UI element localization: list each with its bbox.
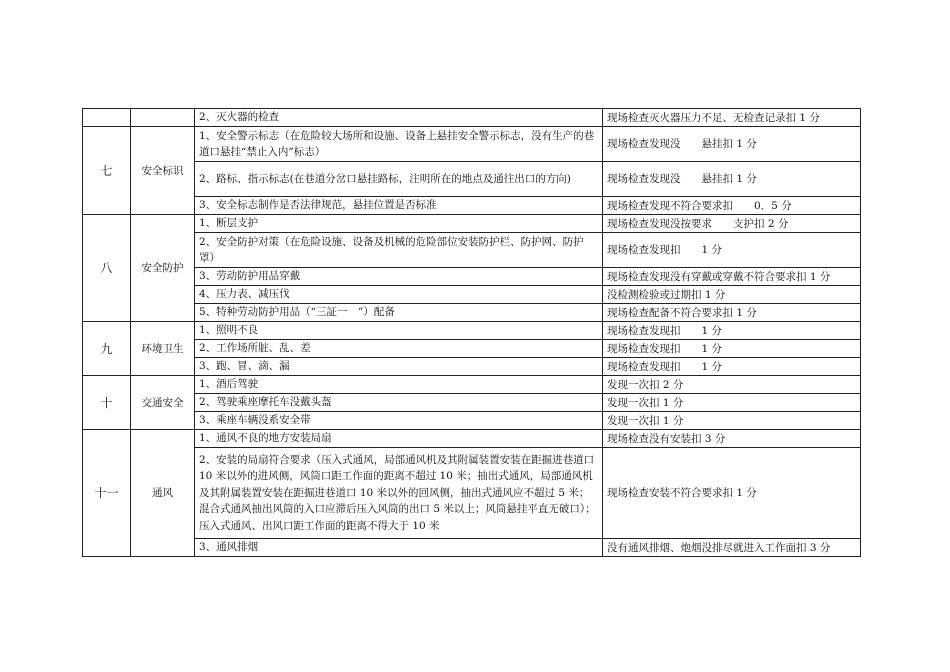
section-category: 安全标识	[131, 127, 195, 215]
deduction-rule: 现场检查发现扣 1 分	[603, 340, 861, 358]
deduction-rule: 没有通风排烟、炮烟没排尽就进入工作面扣 3 分	[603, 539, 861, 557]
table-row	[83, 127, 861, 162]
table-row	[83, 412, 861, 430]
deduction-rule: 现场检查发现扣 1 分	[603, 233, 861, 268]
deduction-rule: 现场检查发现不符合要求扣 0．5 分	[603, 197, 861, 215]
section-category: 安全防护	[131, 215, 195, 322]
section-category	[131, 109, 195, 127]
inspection-table	[82, 108, 861, 557]
check-item: 3、安全标志制作是否法律规范，悬挂位置是否标准	[195, 197, 603, 215]
section-category: 交通安全	[131, 376, 195, 430]
check-item: 1、断层支护	[195, 215, 603, 233]
check-item: 2、安装的局扇符合要求（压入式通风，局部通风机及其附属装置安装在距掘进巷道口 10 米以外的进风侧，风筒口距工作面的距离不超过 10 米；抽出式通风，局部通风机及其附属装置安装在距掘进巷道口 10 米以外的回风侧，抽出式通风应不超过 5 米；混合式通风抽出风筒的入口应滞后压入风筒的出口 5 米以上；风筒悬挂平直无破口）；压入式通风、出风口距工作面的距离不得大于 10 米	[195, 448, 603, 539]
deduction-rule: 现场检查发现没按要求 支护扣 2 分	[603, 215, 861, 233]
deduction-rule: 现场检查发现没 悬挂扣 1 分	[603, 127, 861, 162]
table-row	[83, 197, 861, 215]
check-item: 2、灭火器的检查	[195, 109, 603, 127]
table-row	[83, 394, 861, 412]
table-row	[83, 215, 861, 233]
check-item: 2、路标、指示标志(在巷道分岔口悬挂路标，注明所在的地点及通往出口的方向)	[195, 162, 603, 197]
table-row	[83, 268, 861, 286]
table-row	[83, 430, 861, 448]
section-number: 九	[83, 322, 131, 376]
check-item: 2、工作场所脏、乱、差	[195, 340, 603, 358]
table-row	[83, 358, 861, 376]
check-item: 1、通风不良的地方安装局扇	[195, 430, 603, 448]
table-row	[83, 340, 861, 358]
table-row	[83, 162, 861, 197]
table-row	[83, 376, 861, 394]
section-number: 十一	[83, 430, 131, 557]
check-item: 2、驾驶乘座摩托车没戴头盔	[195, 394, 603, 412]
section-number: 十	[83, 376, 131, 430]
check-item: 1、安全警示标志（在危险较大场所和设施、设备上悬挂安全警示标志，没有生产的巷道口悬挂“禁止入内”标志）	[195, 127, 603, 162]
section-category: 通风	[131, 430, 195, 557]
check-item: 3、乘座车辆没系安全带	[195, 412, 603, 430]
deduction-rule: 现场检查配备不符合要求扣 1 分	[603, 304, 861, 322]
deduction-rule: 发现一次扣 2 分	[603, 376, 861, 394]
table-row	[83, 109, 861, 127]
section-number: 八	[83, 215, 131, 322]
deduction-rule: 现场检查发现扣 1 分	[603, 358, 861, 376]
check-item: 3、通风排烟	[195, 539, 603, 557]
table-row	[83, 322, 861, 340]
check-item: 3、劳动防护用品穿戴	[195, 268, 603, 286]
deduction-rule: 现场检查安装不符合要求扣 1 分	[603, 448, 861, 539]
check-item: 3、跑、冒、滴、漏	[195, 358, 603, 376]
deduction-rule: 发现一次扣 1 分	[603, 394, 861, 412]
table-row	[83, 233, 861, 268]
table-row	[83, 304, 861, 322]
table-row	[83, 539, 861, 557]
section-number	[83, 109, 131, 127]
check-item: 5、特种劳动防护用品（“三証一 ”）配备	[195, 304, 603, 322]
section-category: 环境卫生	[131, 322, 195, 376]
deduction-rule: 发现一次扣 1 分	[603, 412, 861, 430]
deduction-rule: 现场检查灭火器压力不足、无检查记录扣 1 分	[603, 109, 861, 127]
check-item: 1、酒后驾驶	[195, 376, 603, 394]
deduction-rule: 没检测检验或过期扣 1 分	[603, 286, 861, 304]
deduction-rule: 现场检查发现没 悬挂扣 1 分	[603, 162, 861, 197]
check-item: 2、安全防护对策（在危险设施、设备及机械的危险部位安装防护栏、防护网、防护罩）	[195, 233, 603, 268]
table-row	[83, 448, 861, 539]
check-item: 1、照明不良	[195, 322, 603, 340]
section-number: 七	[83, 127, 131, 215]
check-item: 4、压力表、减压伐	[195, 286, 603, 304]
table-row	[83, 286, 861, 304]
deduction-rule: 现场检查发现扣 1 分	[603, 322, 861, 340]
deduction-rule: 现场检查发现没有穿戴或穿戴不符合要求扣 1 分	[603, 268, 861, 286]
deduction-rule: 现场检查没有安装扣 3 分	[603, 430, 861, 448]
